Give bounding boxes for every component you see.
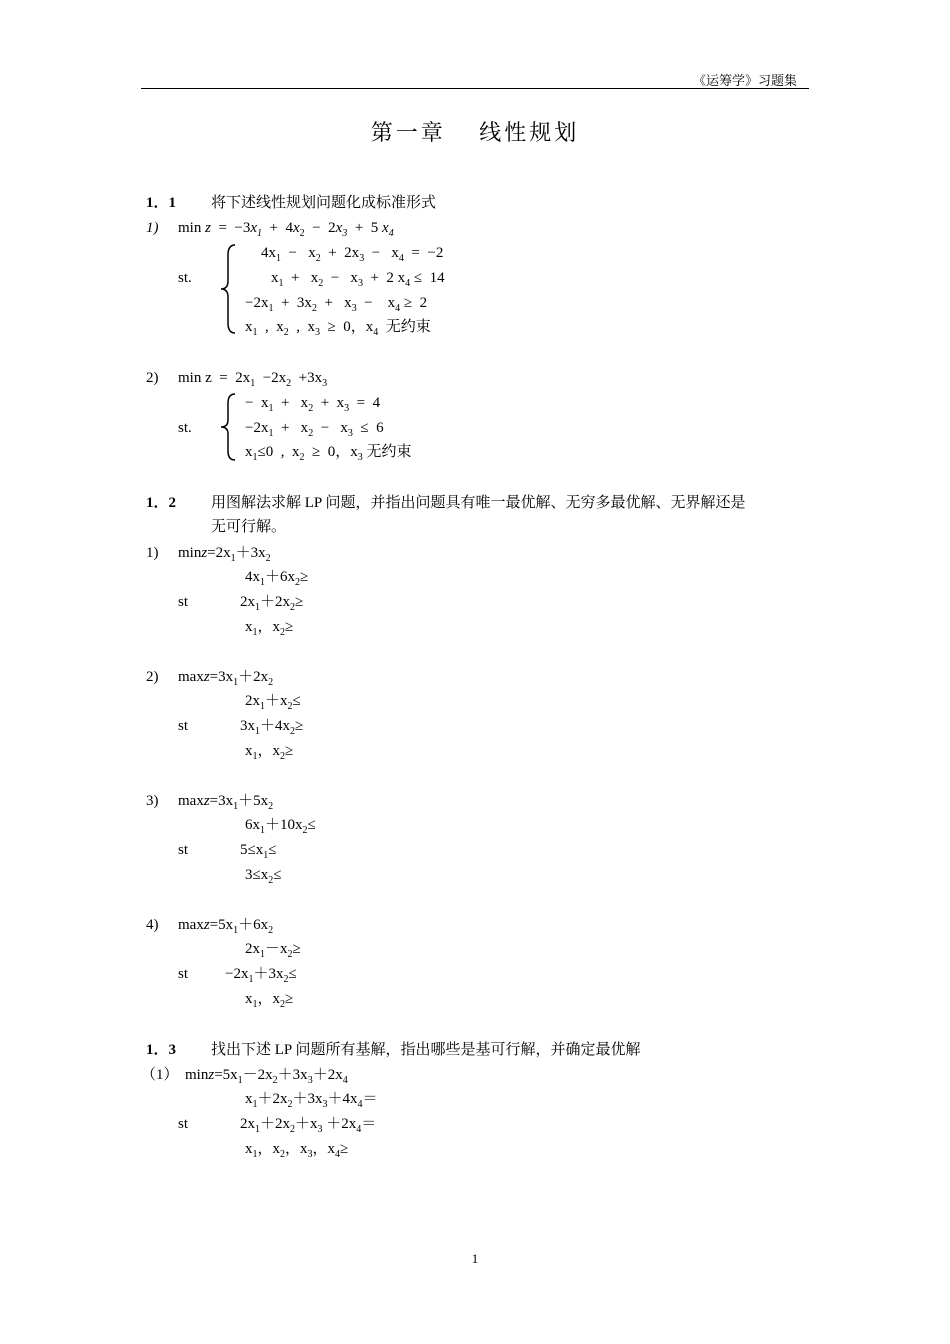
- st-label: st: [178, 594, 189, 610]
- constraint: $2x_1-x_2\ge$: [245, 941, 301, 960]
- constraint: $x_1+2x_2+3x_3+4x_4=$: [245, 1091, 378, 1110]
- constraint: $3\le x_2\le$: [245, 867, 282, 886]
- constraint: $x_1$，$x_2$，$x_3$，$x_4\ge$: [245, 1141, 349, 1160]
- problem-text-1-3: 找出下述 LP 问题所有基解，指出哪些是基可行解，并确定最优解: [211, 1042, 641, 1058]
- constraint: $5\le x_1\le$: [240, 842, 277, 861]
- constraint: − $x_1 + x_2 + x_3 = 4$: [245, 395, 381, 414]
- constraint: $x_1$，$x_2\ge$: [245, 991, 294, 1010]
- brace-1-1-2: [217, 392, 239, 462]
- objective-1-2-4: $\max z=5x_1+6x_2$: [178, 917, 274, 936]
- constraint: $x_1$，$x_2\ge$: [245, 743, 294, 762]
- constraint: $x_1 + x_2 - x_3 + 2$ $x_4 \le 14$: [271, 270, 445, 289]
- sub-label-4: 4): [146, 917, 159, 933]
- constraint: $4x_1 - x_2 + 2x_3 - x_4 = -2$: [261, 245, 444, 264]
- page-number: 1: [471, 1251, 479, 1266]
- constraint: $-2x_1+3x_2\le$: [225, 966, 297, 985]
- sub-label-1: （1）: [141, 1067, 179, 1083]
- constraint: $6x_1+10x_2\le$: [245, 817, 316, 836]
- running-header: 《运筹学》习题集: [693, 73, 798, 88]
- constraint: $x_1$，$x_2\ge$: [245, 619, 294, 638]
- constraint: $x_1$ , $x_2$ , $x_3 \ge 0$，$x_4$ 无约束: [245, 319, 431, 338]
- problem-number-1-2: 1．2: [146, 495, 177, 511]
- constraint: $3x_1+4x_2\ge$: [240, 718, 304, 737]
- sub-label-2: 2): [146, 669, 159, 685]
- problem-text-1-1: 将下述线性规划问题化成标准形式: [211, 195, 437, 211]
- objective-1-2-2: $\max z=3x_1+2x_2$: [178, 669, 274, 688]
- st-label: st: [178, 842, 189, 858]
- st-label: st: [178, 966, 189, 982]
- brace-1-1-1: [217, 243, 239, 335]
- constraint: $2x_1+2x_2\ge$: [240, 594, 304, 613]
- problem-text-1-2: 用图解法求解 LP 问题，并指出问题具有唯一最优解、无穷多最优解、无界解还是: [211, 495, 746, 511]
- objective-1-3-1: $\min z=5x_1-2x_2+3x_3+2x_4$: [185, 1067, 348, 1086]
- sub-label-1: 1): [146, 545, 159, 561]
- constraint: $2x_1+x_2\le$: [245, 693, 301, 712]
- constraint: $2x_1+2x_2+x_3 +2x_4=$: [240, 1116, 377, 1135]
- objective-1-1-1: $\min z = -3x_1 + 4x_2 - 2x_3 + 5$ $x_4$: [178, 220, 394, 239]
- objective-1-2-1: $\min z=2x_1+3x_2$: [178, 545, 271, 564]
- problem-text-1-2-cont: 无可行解。: [211, 519, 287, 535]
- constraint: $x_1\le 0$ , $x_2 \ge 0$，$x_3$ 无约束: [245, 444, 412, 463]
- constraint: $-2x_1 + x_2 - x_3 \le 6$: [245, 420, 384, 439]
- sub-label-2: 2): [146, 370, 159, 386]
- header-rule: [141, 88, 809, 89]
- chapter-title: 第一章 线性规划: [370, 120, 580, 145]
- problem-number-1-1: 1．1: [146, 195, 177, 211]
- objective-1-1-2: $\min z = 2x_1 -2x_2 +3x_3$: [178, 370, 328, 389]
- st-label: st: [178, 718, 189, 734]
- objective-1-2-3: $\max z=3x_1+5x_2$: [178, 793, 274, 812]
- constraint: $-2x_1 + 3x_2 + x_3$ − $x_4 \ge 2$: [245, 295, 428, 314]
- problem-number-1-3: 1．3: [146, 1042, 177, 1058]
- sub-label-1: 1): [146, 220, 159, 236]
- constraint: $4x_1+6x_2\ge$: [245, 569, 309, 588]
- st-label: st.: [178, 270, 192, 286]
- sub-label-3: 3): [146, 793, 159, 809]
- st-label: st.: [178, 420, 192, 436]
- st-label: st: [178, 1116, 189, 1132]
